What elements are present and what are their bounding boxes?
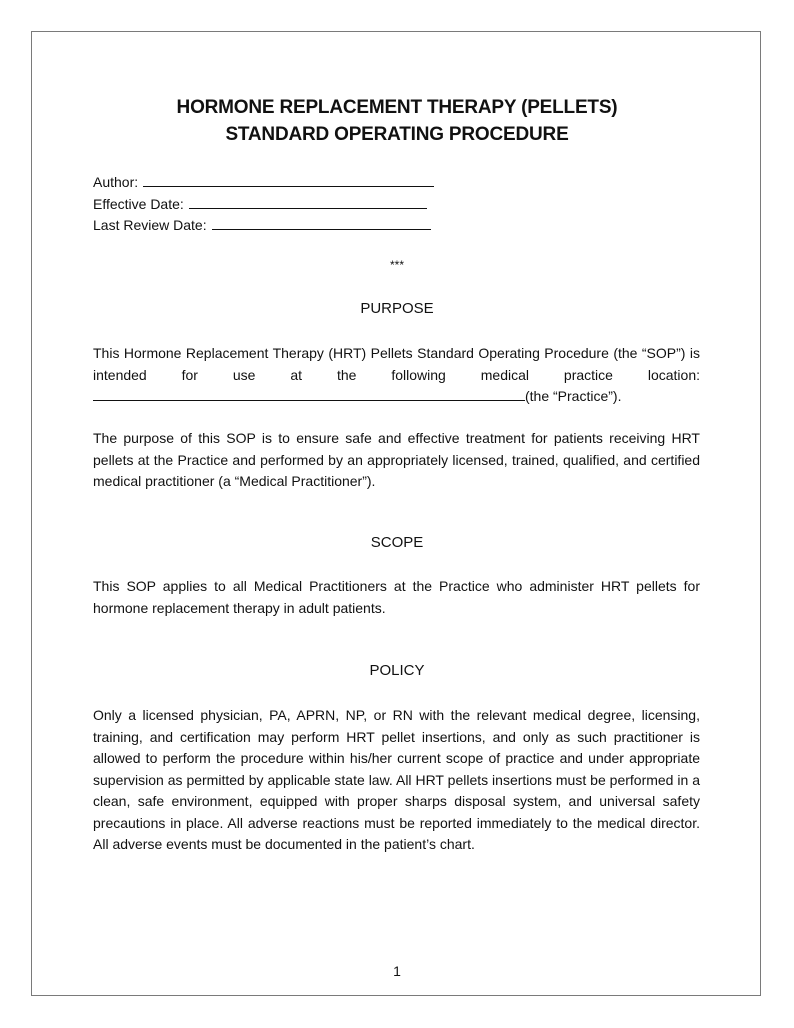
scope-heading: SCOPE xyxy=(370,534,424,551)
document-title xyxy=(0,94,794,148)
last-review-date-row xyxy=(93,215,434,237)
effective-date-row xyxy=(93,194,434,216)
policy-paragraph: Only a licensed physician, PA, APRN, NP, or RN with the relevant medical degree, licensing, training, and certification may perform HRT pellet insertions, and only as such practitioner is allowed to perform the procedure within his/her current scope of practice and under appropriate supervision as permitted by applicable state law. All HRT pellets insertions must be performed in a clean, safe environment, equipped with proper sharps disposal system, and universal safety precautions in place. All adverse reactions must be reported immediately to the medical director. All adverse events must be documented in the patient’s chart. xyxy=(93,707,700,852)
purpose-paragraph-1-text: This Hormone Replacement Therapy (HRT) Pellets Standard Operating Procedure (the “SOP”) is intended for use at the following medical practice location: xyxy=(93,345,700,383)
title-line-2: STANDARD OPERATING PROCEDURE xyxy=(225,124,569,145)
document-meta xyxy=(93,172,434,237)
effective-date-label: Effective Date: xyxy=(93,195,184,212)
author-row xyxy=(93,172,434,194)
title-line-1: HORMONE REPLACEMENT THERAPY (PELLETS) xyxy=(176,97,618,118)
author-blank-line xyxy=(143,173,434,187)
purpose-paragraph-2: The purpose of this SOP is to ensure safe and effective treatment for patients receiving HRT pellets at the Practice and performed by an appropriately licensed, trained, qualified, and certified medical practitioner (a “Medical Practitioner”). xyxy=(93,430,700,489)
location-blank-line xyxy=(93,387,525,401)
purpose-paragraph-1 xyxy=(93,343,700,408)
policy-heading: POLICY xyxy=(369,662,425,679)
purpose-heading: PURPOSE xyxy=(360,300,434,317)
effective-date-blank-line xyxy=(189,195,427,209)
section-divider: *** xyxy=(389,258,404,272)
last-review-date-label: Last Review Date: xyxy=(93,217,207,233)
page-number: 1 xyxy=(393,963,401,979)
scope-paragraph: This SOP applies to all Medical Practitioners at the Practice who administer HRT pellets for hormone replacement therapy in adult patients. xyxy=(93,578,700,616)
last-review-date-blank-line xyxy=(212,216,431,230)
author-label: Author: xyxy=(93,174,139,190)
purpose-paragraph-1-suffix: (the “Practice”). xyxy=(525,388,622,404)
